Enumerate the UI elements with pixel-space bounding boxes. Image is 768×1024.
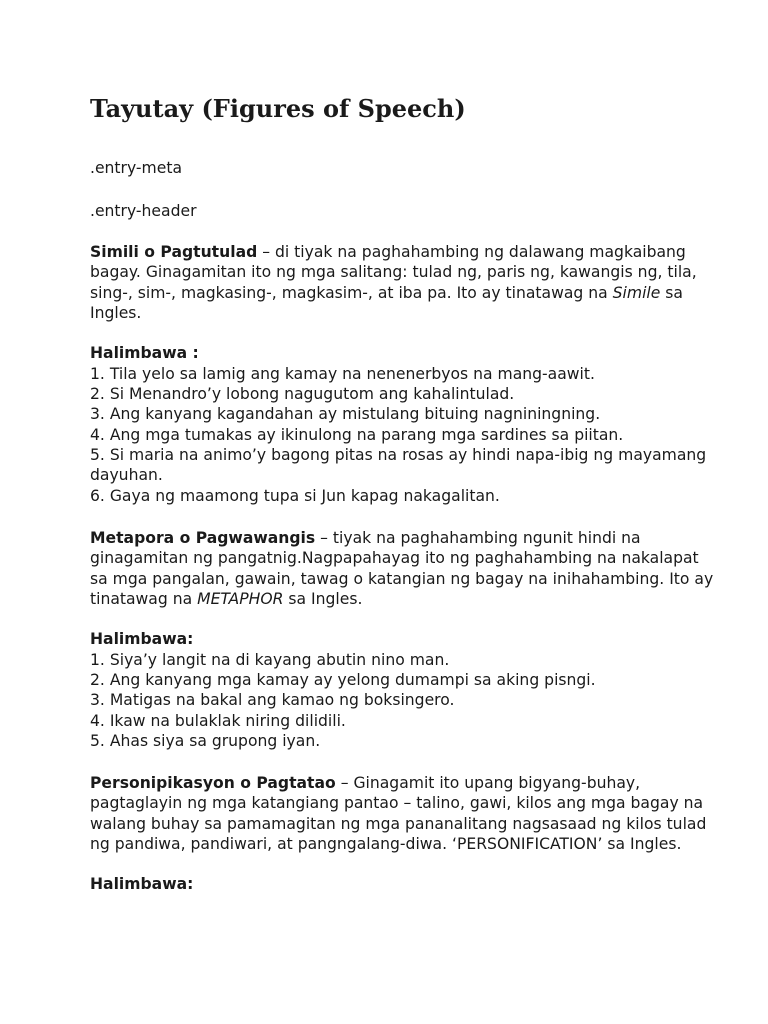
example-item: 4. Ikaw na bulaklak niring dilidili.: [90, 711, 346, 730]
section-term: Personipikasyon o Pagtatao: [90, 774, 336, 792]
section-metapora: [90, 528, 720, 751]
definition-text: – di tiyak na paghahambing ng dalawang magkaibang bagay. Ginagamitan ito ng mga salitang: tulad ng, paris ng, kawangis ng, tila, sing-, sim-, magkasing-, magkasim-, at iba pa. Ito ay tinatawag na: [90, 243, 697, 302]
definition-emphasis: Simile: [612, 283, 661, 302]
example-heading: Halimbawa:: [90, 875, 194, 894]
definition-text-end: sa Ingles.: [90, 283, 683, 322]
example-heading: Halimbawa:: [90, 630, 194, 649]
example-item: 5. Si maria na animo’y bagong pitas na rosas ay hindi napa-ibig ng mayamang dayuhan.: [90, 445, 707, 485]
entry-meta-text: .entry-meta: [90, 159, 182, 177]
example-heading: Halimbawa :: [90, 344, 199, 363]
section-term: Simili o Pagtutulad: [90, 243, 258, 261]
example-item: 2. Ang kanyang mga kamay ay yelong dumampi sa aking pisngi.: [90, 671, 596, 690]
example-item: 6. Gaya ng maamong tupa si Jun kapag nakagalitan.: [90, 486, 500, 505]
section-definition: [90, 242, 720, 323]
entry-header-text: .entry-header: [90, 202, 197, 220]
definition-emphasis: METAPHOR: [197, 589, 284, 608]
definition-text: – Ginagamit ito upang bigyang-buhay, pagtaglayin ng mga katangiang pantao – talino, gawi, kilos ang mga bagay na walang buhay sa pamamagitan ng mga pananalitang nagsasaad ng kilos tulad ng pandiwa, pandiwari, at pangngalang-diwa. ‘PERSONIFICATION’ sa Ingles.: [90, 774, 707, 853]
section-definition: [90, 773, 720, 854]
example-item: 1. Tila yelo sa lamig ang kamay na nenenerbyos na mang-aawit.: [90, 364, 595, 383]
example-item: 4. Ang mga tumakas ay ikinulong na parang mga sardines sa piitan.: [90, 425, 624, 444]
example-item: 1. Siya’y langit na di kayang abutin nino man.: [90, 650, 450, 669]
definition-text: – tiyak na paghahambing ngunit hindi na ginagamitan ng pangatnig.Nagpapahayag ito ng paghahambing na nakalapat sa mga pangalan, gawain, tawag o katangian ng bagay na inihahambing. Ito ay tinatawag na: [90, 529, 714, 608]
example-item: 3. Matigas na bakal ang kamao ng boksingero.: [90, 691, 455, 710]
example-list: [90, 364, 720, 506]
section-simili: [90, 242, 720, 506]
example-list: [90, 650, 720, 751]
section-definition: [90, 528, 720, 609]
section-term: Metapora o Pagwawangis: [90, 529, 316, 547]
example-item: 3. Ang kanyang kagandahan ay mistulang bituing nagniningning.: [90, 405, 601, 424]
document-title: Tayutay (Figures of Speech): [90, 94, 466, 123]
section-personipikasyon: [90, 773, 720, 895]
example-item: 2. Si Menandro’y lobong nagugutom ang kahalintulad.: [90, 385, 515, 404]
definition-text-end: sa Ingles.: [283, 589, 363, 608]
example-item: 5. Ahas siya sa grupong iyan.: [90, 731, 321, 750]
